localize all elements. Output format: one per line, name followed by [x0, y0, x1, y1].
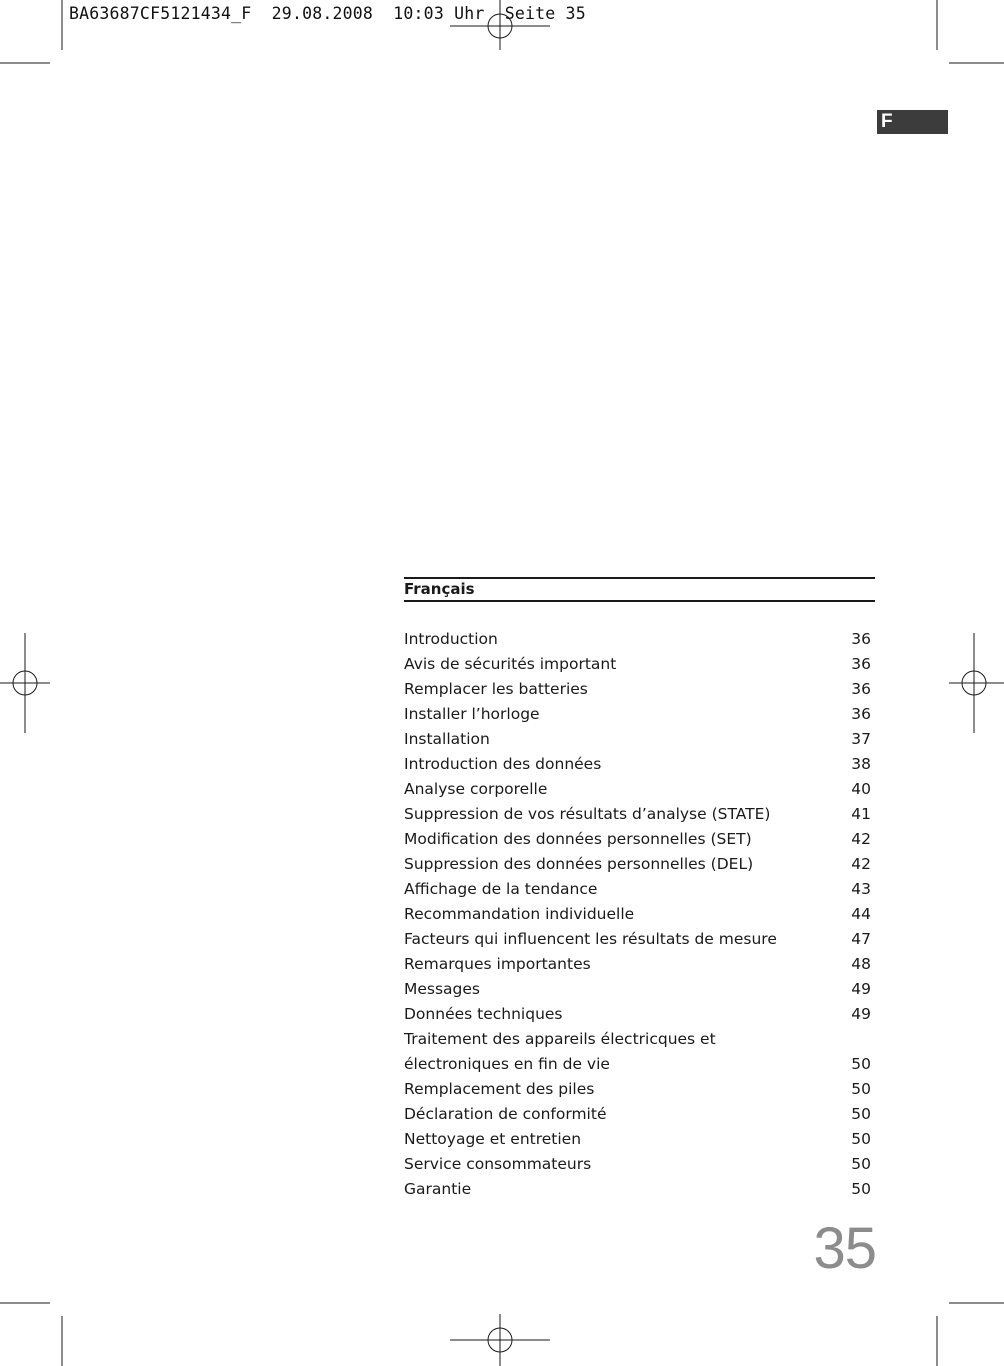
toc-entry	[404, 1152, 871, 1177]
toc-entry-title: Remplacement des piles	[404, 1080, 595, 1098]
toc-entry-page: 41	[851, 805, 871, 823]
toc-entry	[404, 1177, 871, 1202]
toc-entry-title: Déclaration de conformité	[404, 1105, 607, 1123]
toc-entry	[404, 702, 871, 727]
toc-entry-title: Service consommateurs	[404, 1155, 592, 1173]
toc-entry	[404, 727, 871, 752]
toc-entry	[404, 927, 871, 952]
toc-entry-page: 49	[851, 980, 871, 998]
toc-entry	[404, 877, 871, 902]
toc-entry	[404, 627, 871, 652]
toc-entry	[404, 677, 871, 702]
toc-entry-page: 50	[851, 1155, 871, 1173]
toc-entry	[404, 952, 871, 977]
toc-entry	[404, 752, 871, 777]
toc-entry-title: Suppression des données personnelles (DEL)	[404, 855, 754, 873]
toc-entry-title: Nettoyage et entretien	[404, 1130, 582, 1148]
page-number: 35	[813, 1216, 876, 1281]
toc-entry-page: 47	[851, 930, 871, 948]
toc-entry-page: 40	[851, 780, 871, 798]
toc-entry-page: 50	[851, 1130, 871, 1148]
toc-entry	[404, 777, 871, 802]
toc-heading: Français	[404, 580, 475, 598]
toc-entry	[404, 1027, 871, 1077]
toc-entry-page: 42	[851, 855, 871, 873]
toc-entry-title: Modification des données personnelles (SET)	[404, 830, 752, 848]
toc-entry	[404, 652, 871, 677]
toc-entry	[404, 852, 871, 877]
toc-entry-title: Données techniques	[404, 1005, 563, 1023]
language-tab	[877, 110, 948, 134]
toc-entry-page: 49	[851, 1005, 871, 1023]
toc-entry-title: Installer l’horloge	[404, 705, 540, 723]
toc-entry	[404, 1077, 871, 1102]
toc-entry-page: 36	[851, 655, 871, 673]
toc-entry	[404, 827, 871, 852]
print-slug: BA63687CF5121434_F 29.08.2008 10:03 Uhr Seite 35	[69, 4, 586, 23]
toc-entry-title: Analyse corporelle	[404, 780, 548, 798]
toc-entry-page: 36	[851, 680, 871, 698]
toc-entry-page: 44	[851, 905, 871, 923]
toc-entry-page: 43	[851, 880, 871, 898]
language-tab-label: F	[881, 111, 893, 132]
toc-entry-page: 42	[851, 830, 871, 848]
toc-entry-page: 36	[851, 705, 871, 723]
toc-top-rule	[404, 577, 875, 579]
toc-entry	[404, 1102, 871, 1127]
toc-entry	[404, 1127, 871, 1152]
toc-entry-page: 38	[851, 755, 871, 773]
toc-entry-page: 37	[851, 730, 871, 748]
toc-entry-title: Messages	[404, 980, 481, 998]
toc-entry	[404, 1002, 871, 1027]
toc-entry-title: Garantie	[404, 1180, 472, 1198]
toc-entry	[404, 802, 871, 827]
toc-entry-page: 36	[851, 630, 871, 648]
toc-entry-page: 50	[851, 1180, 871, 1198]
toc-entry	[404, 977, 871, 1002]
toc-entry-title: Installation	[404, 730, 490, 748]
toc-bottom-rule	[404, 600, 875, 602]
toc-entry-title: Avis de sécurités important	[404, 655, 617, 673]
toc-entry-title: Traitement des appareils électricques et électroniques en fin de vie	[404, 1030, 716, 1073]
toc-entry-page: 50	[851, 1080, 871, 1098]
toc-entry-title: Facteurs qui influencent les résultats de mesure	[404, 930, 777, 948]
toc-entry-title: Remarques importantes	[404, 955, 591, 973]
toc-entry-title: Remplacer les batteries	[404, 680, 588, 698]
toc-entry-title: Introduction des données	[404, 755, 602, 773]
toc-entry	[404, 902, 871, 927]
toc-entry-title: Introduction	[404, 630, 498, 648]
table-of-contents	[404, 627, 871, 1202]
toc-entry-page: 48	[851, 955, 871, 973]
toc-entry-title: Recommandation individuelle	[404, 905, 635, 923]
toc-entry-page: 50	[851, 1055, 871, 1073]
toc-entry-title: Affichage de la tendance	[404, 880, 598, 898]
toc-entry-title: Suppression de vos résultats d’analyse (STATE)	[404, 805, 771, 823]
toc-entry-page: 50	[851, 1105, 871, 1123]
